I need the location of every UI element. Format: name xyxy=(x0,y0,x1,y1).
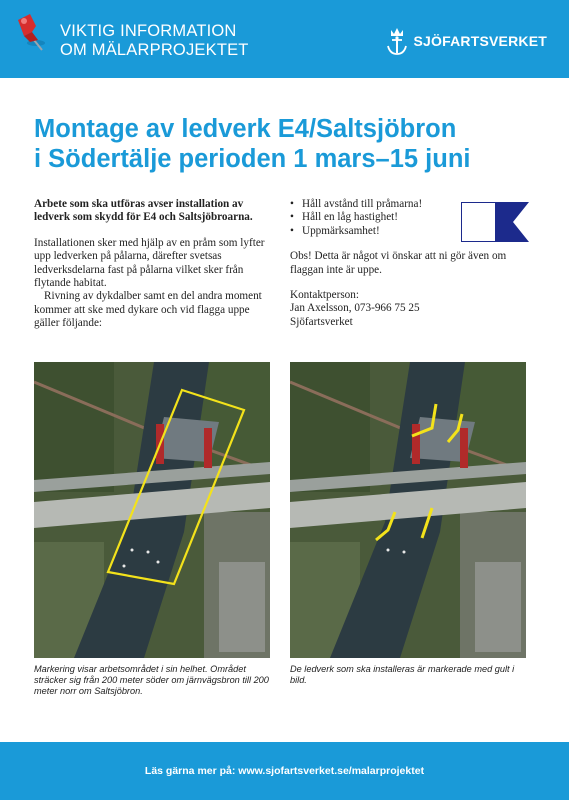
sjofartsverket-logo xyxy=(384,26,548,56)
note-paragraph: Obs! Detta är något vi önskar att ni gör även om flaggan inte är uppe. xyxy=(290,250,507,276)
list-item: • Håll en låg hastighet! xyxy=(290,211,540,224)
header-title-line2: OM MÄLARPROJEKTET xyxy=(60,41,249,59)
aerial-map-image xyxy=(34,362,270,658)
map-caption-right: De ledverk som ska installeras är markerade med gult i bild. xyxy=(290,664,515,685)
installation-paragraph: Installationen sker med hjälp av en pråm som lyfter upp ledverken på pålarna, därefter svetsas ledverksdelarna fast på pålarna vilket sker från flytande habitat. xyxy=(34,236,265,290)
contact-block xyxy=(290,289,540,329)
contact-organisation: Sjöfartsverket xyxy=(290,315,353,328)
list-item: • Uppmärksamhet! xyxy=(290,225,540,238)
list-item: • Håll avstånd till pråmarna! xyxy=(290,198,540,211)
footer-link-text[interactable]: Läs gärna mer på: www.sjofartsverket.se/malarprojektet xyxy=(144,765,425,777)
map-caption-left: Markering visar arbetsområdet i sin helhet. Området sträcker sig från 200 meter söder om järnvägsbron till 200 meter norr om Saltsjöbron. xyxy=(34,664,269,696)
diver-flag-icon xyxy=(461,202,529,242)
page-title xyxy=(34,114,554,174)
header-banner xyxy=(0,0,569,78)
push-pin-icon xyxy=(10,10,56,56)
header-title xyxy=(60,22,249,60)
page-title-line1: Montage av ledverk E4/Saltsjöbron xyxy=(34,115,457,143)
aerial-map-guide-walls xyxy=(290,362,526,658)
header-title-line1: VIKTIG INFORMATION xyxy=(60,22,237,40)
footer-banner xyxy=(0,742,569,800)
left-text-column xyxy=(34,198,274,331)
lead-paragraph: Arbete som ska utföras avser installation av ledverk som skydd för E4 och Saltsjöbroarna. xyxy=(34,198,253,224)
logo-text: SJÖFARTSVERKET xyxy=(413,33,547,49)
page-title-line2: i Södertälje perioden 1 mars–15 juni xyxy=(34,145,471,173)
contact-label: Kontaktperson: xyxy=(290,289,359,302)
aerial-map-image xyxy=(290,362,526,658)
crown-anchor-icon xyxy=(384,26,410,56)
aerial-map-work-area xyxy=(34,362,270,658)
contact-person: Jan Axelsson, 073-966 75 25 xyxy=(290,302,420,315)
diving-paragraph: Rivning av dykdalber samt en del andra moment kommer att ske med dykare och vid flagga uppe gäller följande: xyxy=(34,290,262,330)
